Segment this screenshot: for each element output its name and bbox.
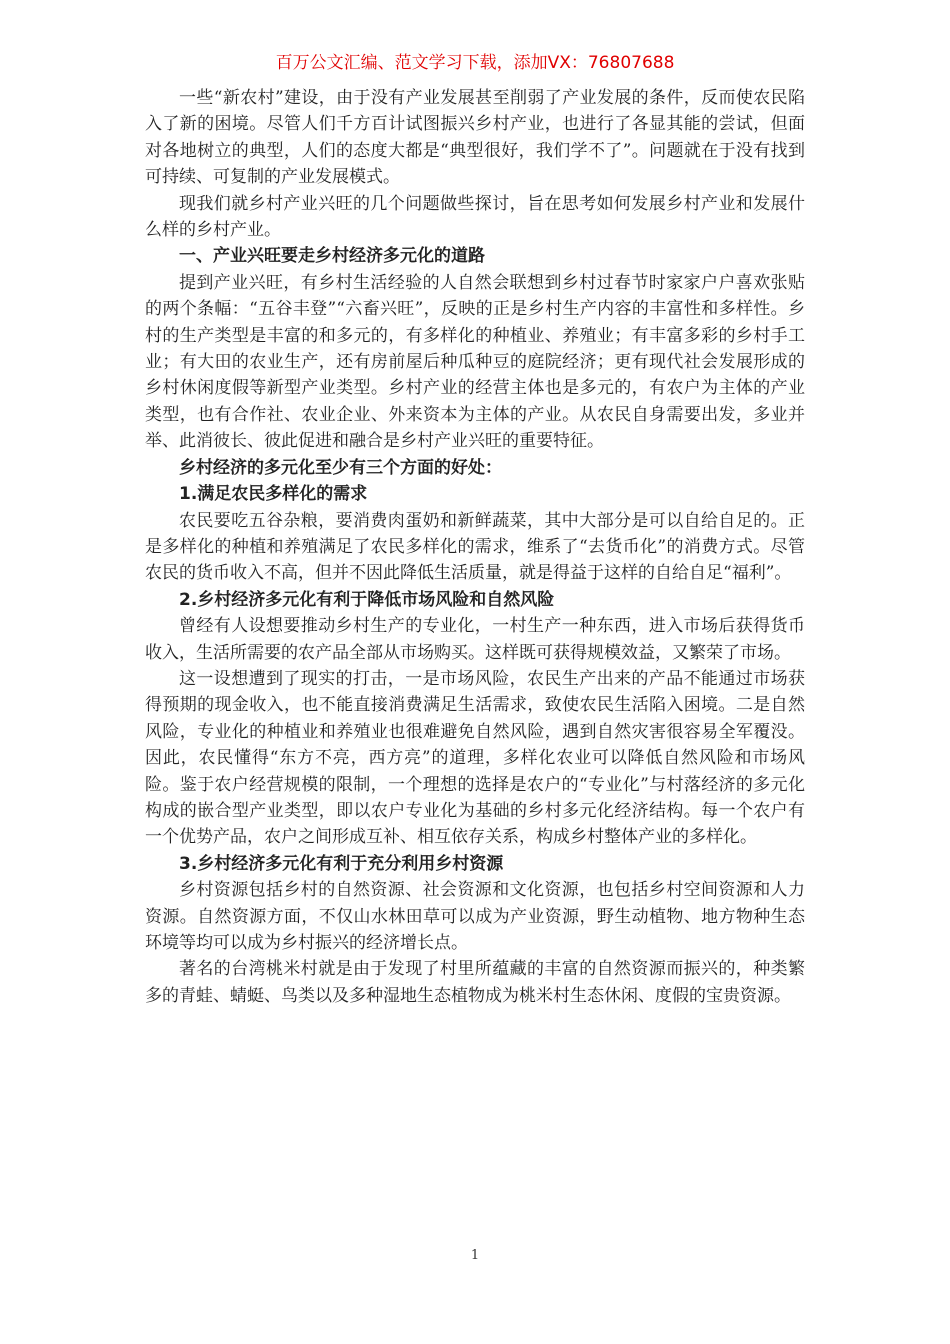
- section-heading: 3.乡村经济多元化有利于充分利用乡村资源: [179, 853, 504, 874]
- section-heading: 乡村经济的多元化至少有三个方面的好处：: [179, 457, 502, 478]
- section-heading: 2.乡村经济多元化有利于降低市场风险和自然风险: [179, 589, 555, 610]
- paragraph: 著名的台湾桃米村就是由于发现了村里所蕴藏的丰富的自然资源而振兴的，种类繁多的青蛙、蜻蜓、鸟类以及多种湿地生态植物成为桃米村生态休闲、度假的宝贵资源。: [145, 959, 805, 1006]
- body-text: [145, 85, 805, 1009]
- paragraph: 这一设想遭到了现实的打击，一是市场风险，农民生产出来的产品不能通过市场获得预期的现金收入，也不能直接消费满足生活需求，致使农民生活陷入困境。二是自然风险，专业化的种植业和养殖业也很难避免自然风险，遇到自然灾害很容易全军覆没。因此，农民懂得“东方不亮，西方亮”的道理，多样化农业可以降低自然风险和市场风险。鉴于农户经营规模的限制，一个理想的选择是农户的“专业化”与村落经济的多元化构成的嵌合型产业类型，即以农户专业化为基础的乡村多元化经济结构。每一个农户有一个优势产品，农户之间形成互补、相互依存关系，构成乡村整体产业的多样化。: [145, 668, 805, 848]
- section-heading: 一、产业兴旺要走乡村经济多元化的道路: [179, 246, 485, 267]
- section-heading: 1.满足农民多样化的需求: [179, 484, 368, 505]
- paragraph: 一些“新农村”建设，由于没有产业发展甚至削弱了产业发展的条件，反而使农民陷入了新的困境。尽管人们千方百计试图振兴乡村产业，也进行了各显其能的尝试，但面对各地树立的典型，人们的态度大都是“典型很好，我们学不了”。问题就在于没有找到可持续、可复制的产业发展模式。: [145, 88, 805, 188]
- paragraph: 现我们就乡村产业兴旺的几个问题做些探讨，旨在思考如何发展乡村产业和发展什么样的乡村产业。: [145, 193, 805, 241]
- paragraph: 曾经有人设想要推动乡村生产的专业化，一村生产一种东西，进入市场后获得货币收入，生活所需要的农产品全部从市场购买。这样既可获得规模效益，又繁荣了市场。: [145, 616, 805, 663]
- paragraph: 提到产业兴旺，有乡村生活经验的人自然会联想到乡村过春节时家家户户喜欢张贴的两个条幅：“五谷丰登”“六畜兴旺”，反映的正是乡村生产内容的丰富性和多样性。乡村的生产类型是丰富的和多元的，有多样化的种植业、养殖业；有丰富多彩的乡村手工业；有大田的农业生产，还有房前屋后种瓜种豆的庭院经济；更有现代社会发展形成的乡村休闲度假等新型产业类型。乡村产业的经营主体也是多元的，有农户为主体的产业类型，也有合作社、农业企业、外来资本为主体的产业。从农民自身需要出发，多业并举、此消彼长、彼此促进和融合是乡村产业兴旺的重要特征。: [145, 272, 805, 452]
- paragraph: 农民要吃五谷杂粮，要消费肉蛋奶和新鲜蔬菜，其中大部分是可以自给自足的。正是多样化的种植和养殖满足了农民多样化的需求，维系了“去货币化”的消费方式。尽管农民的货币收入不高，但并不因此降低生活质量，就是得益于这样的自给自足“福利”。: [145, 510, 805, 584]
- page-number: 1: [470, 1248, 480, 1263]
- header-banner: 百万公文汇编、范文学习下载，添加VX：76807688: [275, 53, 675, 73]
- paragraph: 乡村资源包括乡村的自然资源、社会资源和文化资源，也包括乡村空间资源和人力资源。自然资源方面，不仅山水林田草可以成为产业资源，野生动植物、地方物种生态环境等均可以成为乡村振兴的经济增长点。: [145, 880, 805, 953]
